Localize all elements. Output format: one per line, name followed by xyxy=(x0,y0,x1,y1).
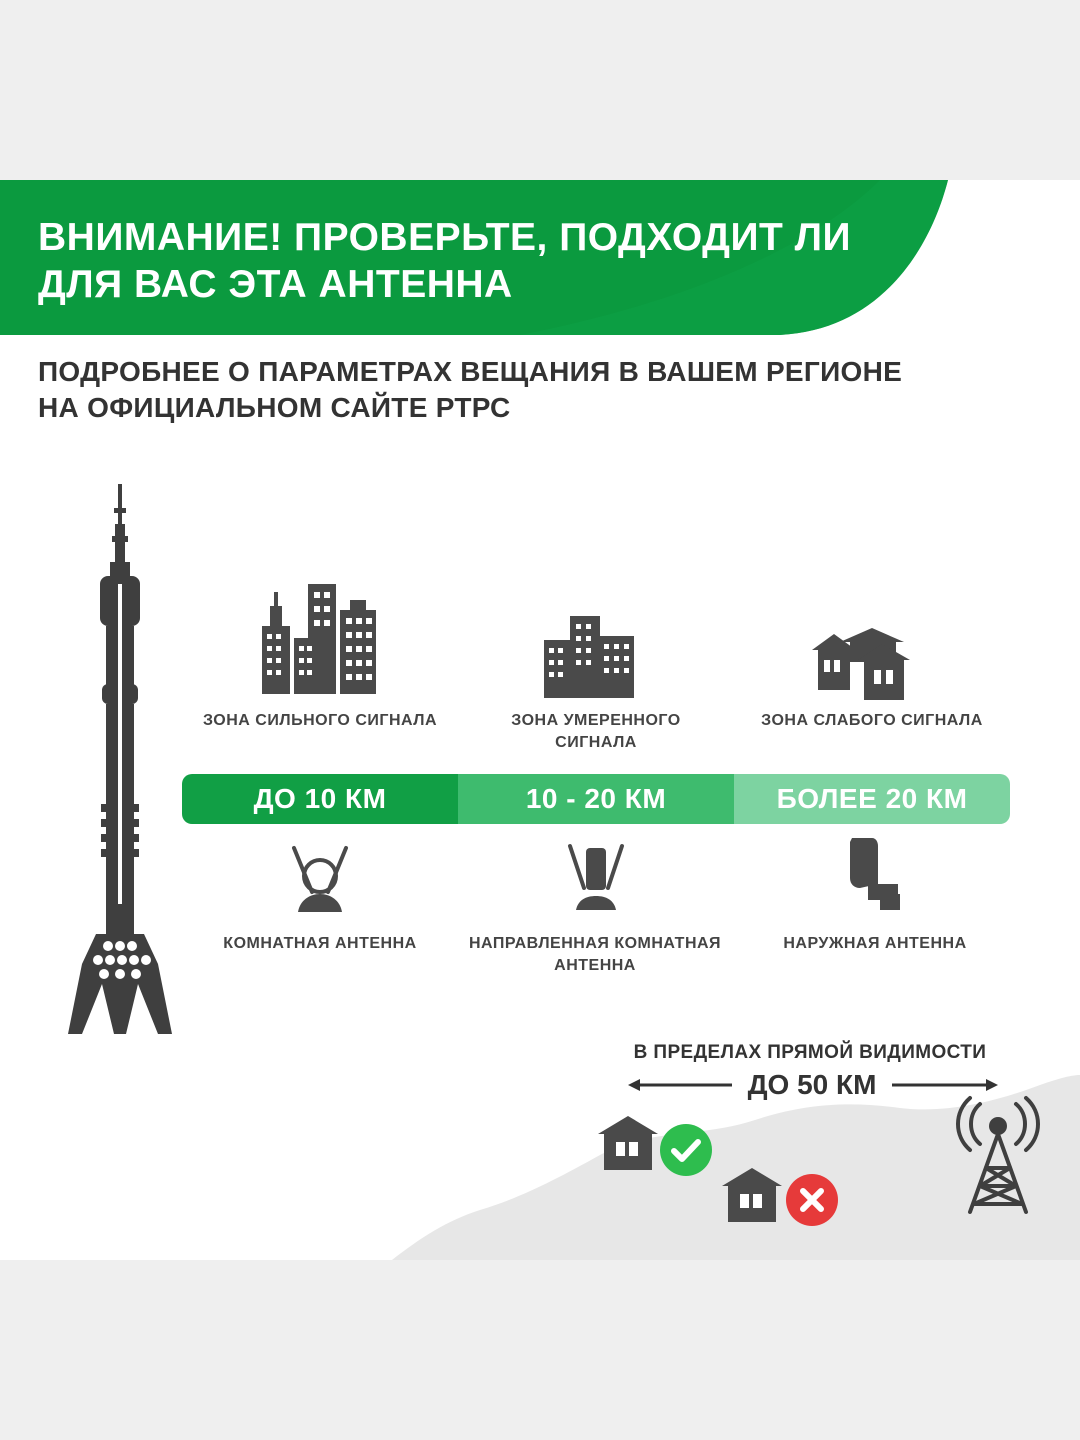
subtitle: ПОДРОБНЕЕ О ПАРАМЕТРАХ ВЕЩАНИЯ В ВАШЕМ РЕГИОНЕ НА ОФИЦИАЛЬНОМ САЙТЕ РТРС xyxy=(38,356,903,423)
check-icon xyxy=(660,1124,712,1176)
range-segment-moderate: 10 - 20 КМ xyxy=(458,774,734,824)
house-icon xyxy=(598,1114,658,1170)
range-segment-strong: ДО 10 КМ xyxy=(182,774,458,824)
range-segment-weak: БОЛЕЕ 20 КМ xyxy=(734,774,1010,824)
town-buildings-icon xyxy=(542,610,636,698)
line-of-sight-caption: В ПРЕДЕЛАХ ПРЯМОЙ ВИДИМОСТИ xyxy=(633,1042,987,1063)
line-of-sight-distance: ДО 50 КМ xyxy=(732,1068,892,1102)
range-bar xyxy=(182,774,1010,824)
directional-indoor-antenna-icon xyxy=(566,842,626,912)
cross-icon xyxy=(786,1174,838,1226)
outdoor-antenna-icon xyxy=(846,836,904,912)
banner-title: ВНИМАНИЕ! ПРОВЕРЬТЕ, ПОДХОДИТ ЛИ ДЛЯ ВАС ЭТА АНТЕННА xyxy=(38,216,852,306)
infographic-card xyxy=(0,180,1080,1260)
house-icon xyxy=(722,1168,782,1222)
radio-tower-icon xyxy=(950,1094,1046,1216)
zone-label-strong: ЗОНА СИЛЬНОГО СИГНАЛА xyxy=(202,712,438,729)
tv-tower-icon xyxy=(66,484,174,1034)
village-houses-icon xyxy=(810,628,912,702)
zone-label-moderate: ЗОНА УМЕРЕННОГО СИГНАЛА xyxy=(511,712,681,751)
antenna-label-outdoor: НАРУЖНАЯ АНТЕННА xyxy=(783,935,967,952)
zone-label-weak: ЗОНА СЛАБОГО СИГНАЛА xyxy=(761,712,983,729)
city-buildings-icon xyxy=(258,582,378,694)
header-banner xyxy=(0,180,1080,340)
antenna-label-directional: НАПРАВЛЕННАЯ КОМНАТНАЯ АНТЕННА xyxy=(468,935,722,974)
antenna-label-indoor: КОМНАТНАЯ АНТЕННА xyxy=(223,935,417,952)
indoor-loop-antenna-icon xyxy=(288,844,352,914)
